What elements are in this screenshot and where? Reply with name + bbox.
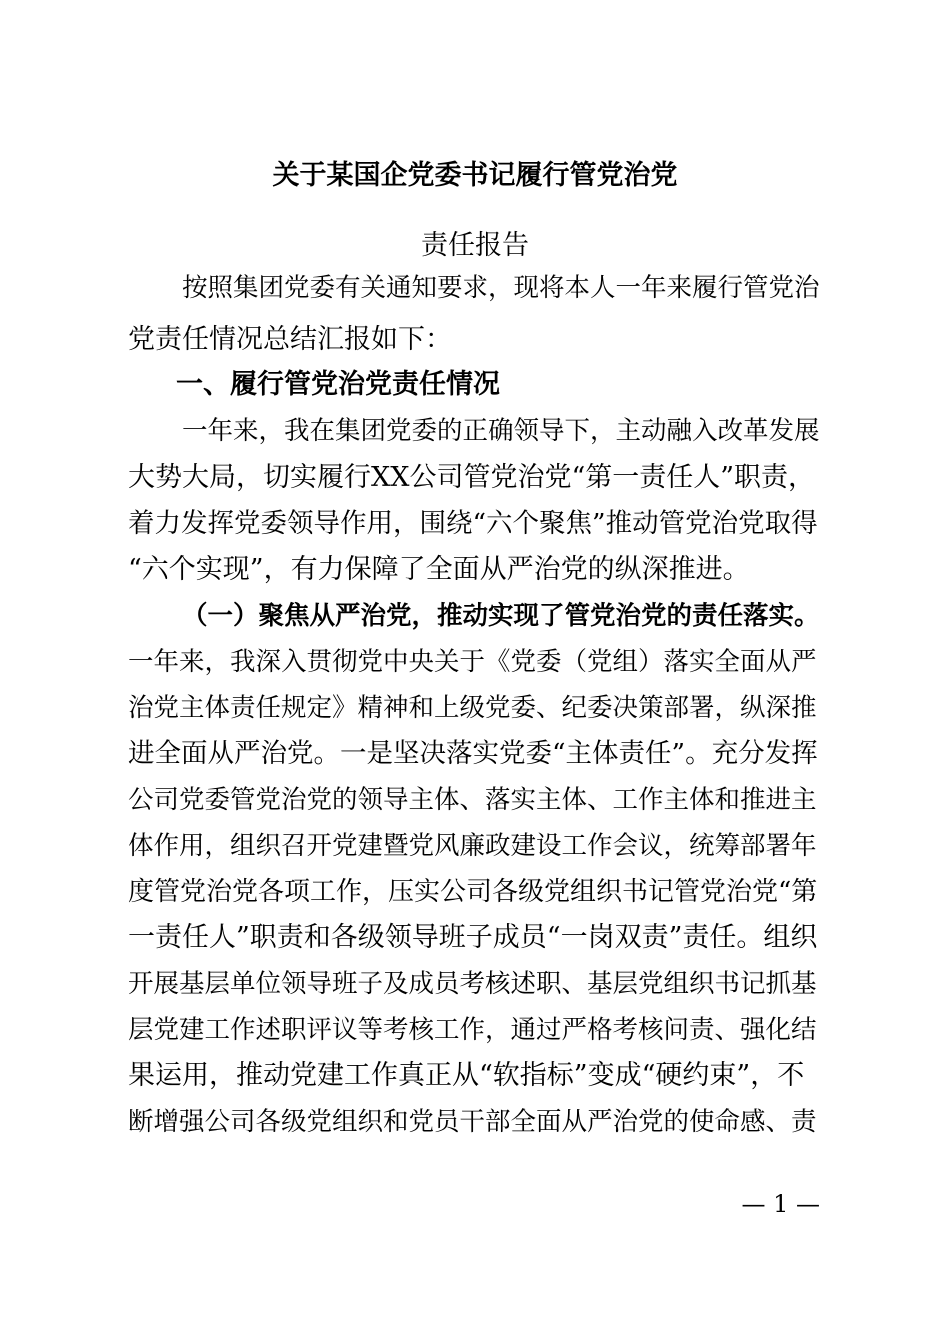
paragraph-line: 度管党治党各项工作，压实公司各级党组织书记管党治党“第 bbox=[128, 877, 818, 907]
paragraph-line: 着力发挥党委领导作用，围绕“六个聚焦”推动管党治党取得 bbox=[128, 508, 818, 539]
paragraph-line: 党责任情况总结汇报如下： bbox=[128, 324, 452, 355]
paragraph-line: 公司党委管党治党的领导主体、落实主体、工作主体和推进主 bbox=[128, 785, 817, 815]
document-title: 关于某国企党委书记履行管党治党 bbox=[272, 160, 678, 191]
paragraph-line: 大势大局，切实履行XX公司管党治党“第一责任人”职责， bbox=[128, 462, 816, 493]
paragraph-line: 按照集团党委有关通知要求，现将本人一年来履行管党治 bbox=[182, 273, 820, 303]
subsection-heading: （一）聚焦从严治党，推动实现了管党治党的责任落实。 bbox=[182, 601, 820, 631]
paragraph-line: 开展基层单位领导班子及成员考核述职、基层党组织书记抓基 bbox=[128, 969, 817, 999]
page-number: — 1 — bbox=[741, 1190, 820, 1218]
paragraph-line: 治党主体责任规定》精神和上级党委、纪委决策部署，纵深推 bbox=[128, 693, 817, 723]
paragraph-line: 层党建工作述职评议等考核工作，通过严格考核问责、强化结 bbox=[128, 1015, 817, 1045]
document-subtitle: 责任报告 bbox=[421, 230, 529, 261]
paragraph-line: 一责任人”职责和各级领导班子成员“一岗双责”责任。组织 bbox=[128, 922, 818, 953]
paragraph-line: “六个实现”，有力保障了全面从严治党的纵深推进。 bbox=[128, 554, 750, 585]
paragraph-line: 果运用，推动党建工作真正从“软指标”变成“硬约束”，不 bbox=[128, 1060, 805, 1091]
paragraph-line: 体作用，组织召开党建暨党风廉政建设工作会议，统筹部署年 bbox=[128, 831, 817, 861]
paragraph-line: 进全面从严治党。一是坚决落实党委“主体责任”。充分发挥 bbox=[128, 738, 818, 769]
paragraph-line: 断增强公司各级党组织和党员干部全面从严治党的使命感、责 bbox=[128, 1107, 817, 1137]
section-heading: 一、履行管党治党责任情况 bbox=[176, 369, 500, 400]
paragraph-line: 一年来，我深入贯彻党中央关于《党委（党组）落实全面从严 bbox=[128, 647, 817, 677]
paragraph-line: 一年来，我在集团党委的正确领导下，主动融入改革发展 bbox=[182, 416, 820, 446]
